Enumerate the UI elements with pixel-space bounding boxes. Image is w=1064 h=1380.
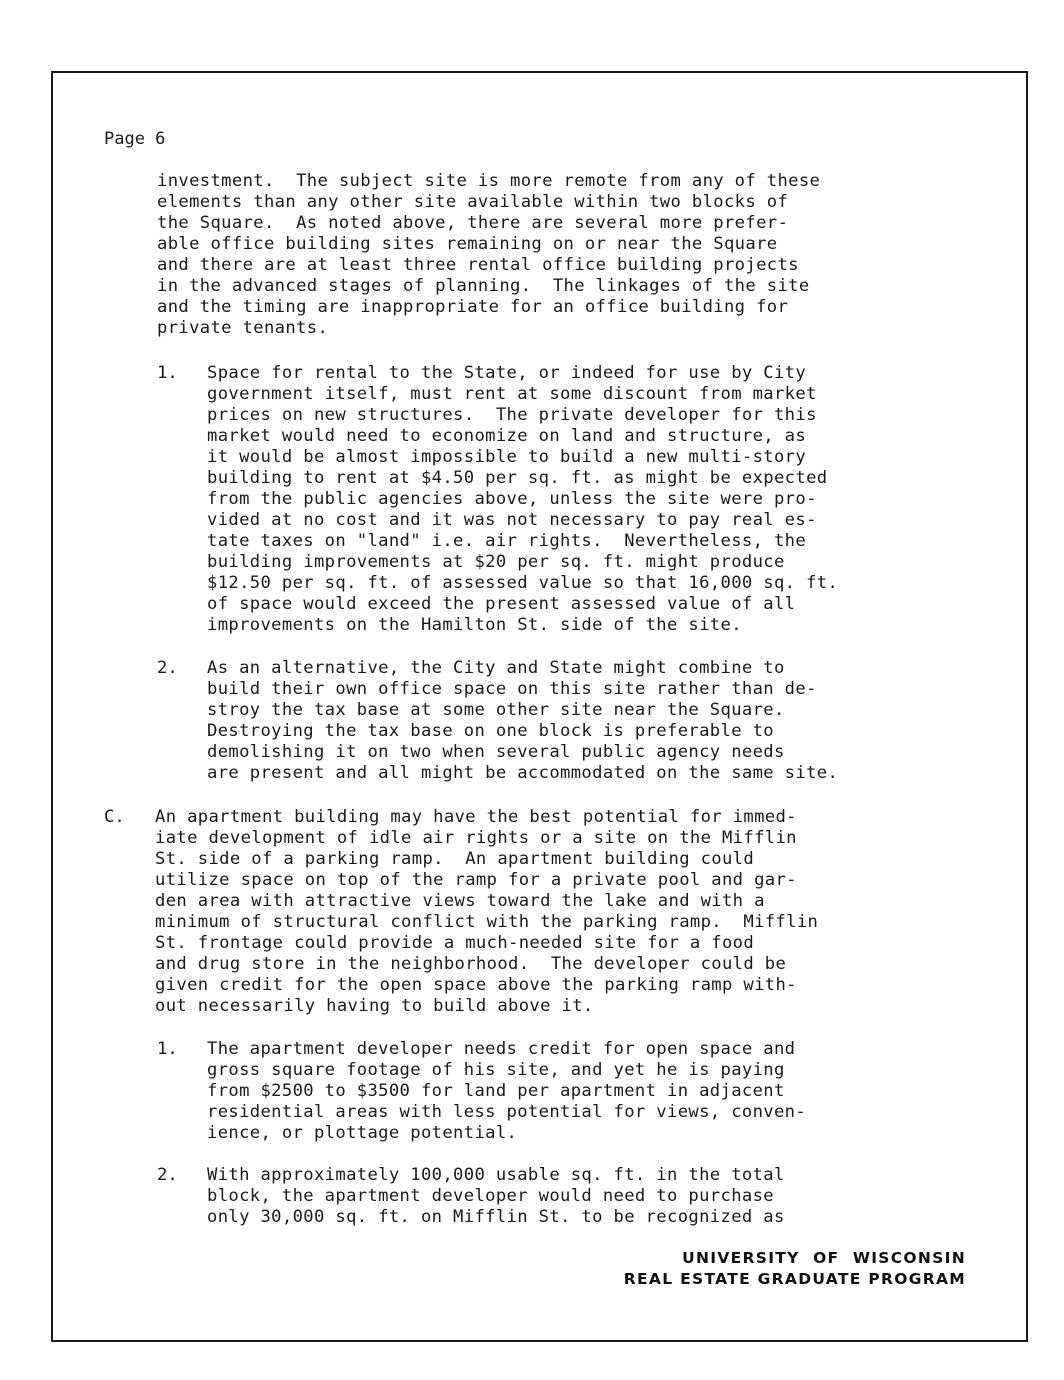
section-c-paragraph [155, 807, 818, 1017]
text-line: and drug store in the neighborhood. The developer could be [155, 954, 787, 974]
list-item-marker: 2. [157, 1165, 178, 1185]
text-line: only 30,000 sq. ft. on Mifflin St. to be recognized as [207, 1207, 785, 1227]
text-line: improvements on the Hamilton St. side of the site. [207, 615, 742, 635]
text-line: tate taxes on "land" i.e. air rights. Nevertheless, the [207, 531, 807, 551]
text-line: iate development of idle air rights or a site on the Mifflin [155, 828, 797, 848]
footer-university: UNIVERSITY OF WISCONSIN [682, 1249, 966, 1267]
text-line: of space would exceed the present assessed value of all [207, 594, 796, 614]
list-item-text [207, 658, 838, 784]
text-line: the Square. As noted above, there are several more prefer- [157, 213, 789, 233]
text-line: from the public agencies above, unless the site were pro- [207, 489, 817, 509]
text-line: gross square footage of his site, and yet he is paying [207, 1060, 785, 1080]
text-line: Space for rental to the State, or indeed for use by City [207, 363, 807, 383]
text-line: market would need to economize on land and structure, as [207, 426, 807, 446]
text-line: stroy the tax base at some other site near the Square. [207, 700, 785, 720]
text-line: government itself, must rent at some discount from market [207, 384, 817, 404]
list-item-text [207, 363, 838, 636]
text-line: den area with attractive views toward the lake and with a [155, 891, 765, 911]
text-line: it would be almost impossible to build a new multi-story [207, 447, 807, 467]
page-number: Page 6 [104, 129, 166, 149]
footer-program: REAL ESTATE GRADUATE PROGRAM [623, 1270, 966, 1288]
text-line: $12.50 per sq. ft. of assessed value so that 16,000 sq. ft. [207, 573, 839, 593]
list-item-text [207, 1165, 785, 1228]
text-line: prices on new structures. The private developer for this [207, 405, 817, 425]
text-line: building improvements at $20 per sq. ft. might produce [207, 552, 785, 572]
text-line: build their own office space on this site rather than de- [207, 679, 817, 699]
text-line: Destroying the tax base on one block is preferable to [207, 721, 774, 741]
list-item-marker: 2. [157, 658, 178, 678]
list-item-text [207, 1039, 806, 1144]
text-line: and there are at least three rental office building projects [157, 255, 799, 275]
list-item-marker: 1. [157, 1039, 178, 1059]
text-line: and the timing are inappropriate for an office building for [157, 297, 789, 317]
text-line: investment. The subject site is more remote from any of these [157, 171, 821, 191]
text-line: vided at no cost and it was not necessary to pay real es- [207, 510, 817, 530]
text-line: able office building sites remaining on or near the Square [157, 234, 778, 254]
text-line: in the advanced stages of planning. The linkages of the site [157, 276, 810, 296]
text-line: demolishing it on two when several public agency needs [207, 742, 785, 762]
text-line: building to rent at $4.50 per sq. ft. as might be expected [207, 468, 828, 488]
text-line: block, the apartment developer would need to purchase [207, 1186, 774, 1206]
text-line: residential areas with less potential for views, conven- [207, 1102, 807, 1122]
text-line: As an alternative, the City and State might combine to [207, 658, 785, 678]
text-line: are present and all might be accommodated on the same site. [207, 763, 839, 783]
text-line: St. frontage could provide a much-needed site for a food [155, 933, 755, 953]
list-item-marker: 1. [157, 363, 178, 383]
section-marker: C. [104, 807, 125, 827]
text-line: The apartment developer needs credit for open space and [207, 1039, 796, 1059]
text-line: minimum of structural conflict with the parking ramp. Mifflin [155, 912, 819, 932]
text-line: ience, or plottage potential. [207, 1123, 518, 1143]
text-line: St. side of a parking ramp. An apartment building could [155, 849, 755, 869]
text-line: private tenants. [157, 318, 329, 338]
text-line: from $2500 to $3500 for land per apartment in adjacent [207, 1081, 785, 1101]
text-line: With approximately 100,000 usable sq. ft. in the total [207, 1165, 785, 1185]
intro-paragraph [157, 171, 820, 339]
text-line: elements than any other site available within two blocks of [157, 192, 789, 212]
text-line: out necessarily having to build above it. [155, 996, 594, 1016]
text-line: utilize space on top of the ramp for a private pool and gar- [155, 870, 797, 890]
text-line: An apartment building may have the best potential for immed- [155, 807, 797, 827]
text-line: given credit for the open space above the parking ramp with- [155, 975, 797, 995]
